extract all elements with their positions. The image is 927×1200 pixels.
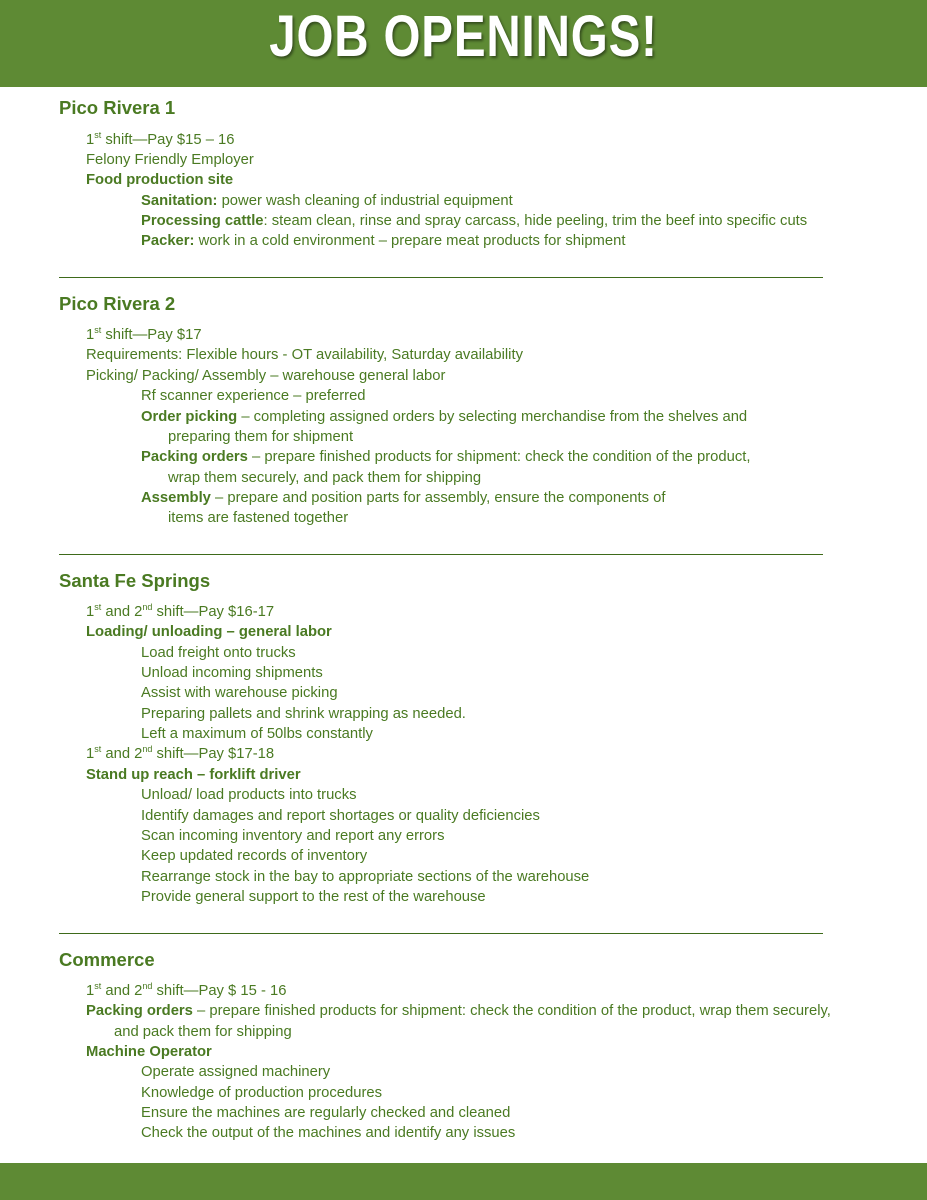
- job-duty-continued: wrap them securely, and pack them for shipping: [168, 470, 482, 486]
- job-duty: Packing orders – prepare finished products for shipment: check the condition of the product,: [141, 449, 751, 465]
- header-banner: [0, 0, 927, 87]
- job-duty: Rf scanner experience – preferred: [141, 388, 366, 404]
- job-duty-continued: and pack them for shipping: [114, 1024, 292, 1040]
- job-duty: Order picking – completing assigned orders by selecting merchandise from the shelves and: [141, 409, 748, 425]
- shift-pay: 1st and 2nd shift—Pay $ 15 - 16: [86, 981, 287, 999]
- job-category: Loading/ unloading – general labor: [86, 624, 332, 640]
- job-duty: Keep updated records of inventory: [141, 848, 368, 864]
- job-duty: Provide general support to the rest of the warehouse: [141, 889, 486, 905]
- shift-pay: 1st shift—Pay $15 – 16: [86, 130, 235, 148]
- job-duty: Identify damages and report shortages or quality deficiencies: [141, 808, 540, 824]
- job-duty: Processing cattle: steam clean, rinse and spray carcass, hide peeling, trim the beef into specific cuts: [141, 213, 808, 229]
- job-duty: Scan incoming inventory and report any errors: [141, 828, 445, 844]
- job-duty: Assembly – prepare and position parts for assembly, ensure the components of: [141, 490, 666, 506]
- job-duty-continued: preparing them for shipment: [168, 429, 354, 445]
- page-title: JOB OPENINGS!: [269, 4, 658, 69]
- job-category: Stand up reach – forklift driver: [86, 767, 301, 783]
- section-divider: [59, 554, 823, 555]
- job-duty: Sanitation: power wash cleaning of industrial equipment: [141, 193, 513, 209]
- job-duty: Ensure the machines are regularly checked and cleaned: [141, 1105, 511, 1121]
- job-duty: Unload incoming shipments: [141, 665, 323, 681]
- job-duty: Assist with warehouse picking: [141, 685, 338, 701]
- job-duty: Preparing pallets and shrink wrapping as needed.: [141, 706, 466, 722]
- job-duty: Check the output of the machines and identify any issues: [141, 1125, 516, 1141]
- job-duty: Knowledge of production procedures: [141, 1085, 383, 1101]
- job-duty: Rearrange stock in the bay to appropriate sections of the warehouse: [141, 869, 590, 885]
- job-duty-continued: items are fastened together: [168, 510, 349, 526]
- section-title-pico-rivera-1: Pico Rivera 1: [59, 97, 176, 118]
- shift-pay: 1st shift—Pay $17: [86, 325, 202, 343]
- job-category: Food production site: [86, 172, 234, 188]
- job-duty: Left a maximum of 50lbs constantly: [141, 726, 373, 742]
- requirements: Requirements: Flexible hours - OT availability, Saturday availability: [86, 347, 523, 363]
- section-title-pico-rivera-2: Pico Rivera 2: [59, 293, 176, 314]
- job-duty: Unload/ load products into trucks: [141, 787, 357, 803]
- section-title-commerce: Commerce: [59, 949, 155, 970]
- job-category: Picking/ Packing/ Assembly – warehouse general labor: [86, 368, 446, 384]
- job-duty: Packer: work in a cold environment – prepare meat products for shipment: [141, 233, 626, 249]
- employer-note: Felony Friendly Employer: [86, 152, 254, 168]
- footer-band: [0, 1163, 927, 1200]
- job-duty: Operate assigned machinery: [141, 1064, 331, 1080]
- section-title-santa-fe-springs: Santa Fe Springs: [59, 570, 211, 591]
- shift-pay: 1st and 2nd shift—Pay $17-18: [86, 744, 275, 762]
- section-divider: [59, 933, 823, 934]
- job-duty: Packing orders – prepare finished products for shipment: check the condition of the product, wrap them securely,: [86, 1003, 831, 1019]
- job-duty: Load freight onto trucks: [141, 645, 296, 661]
- section-divider: [59, 277, 823, 278]
- job-category: Machine Operator: [86, 1044, 212, 1060]
- shift-pay: 1st and 2nd shift—Pay $16-17: [86, 602, 275, 620]
